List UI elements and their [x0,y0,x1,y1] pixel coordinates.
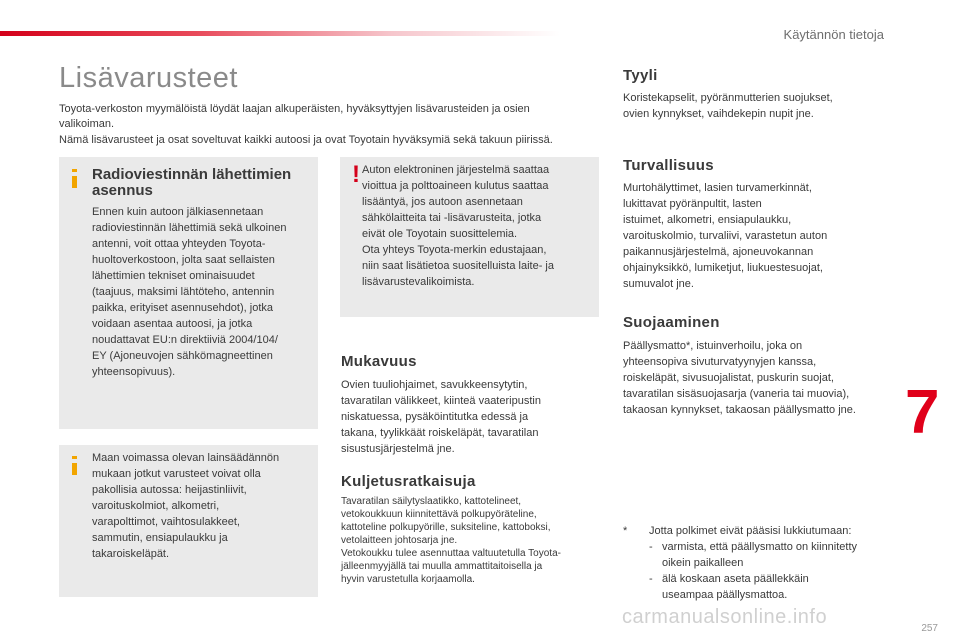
comfort-line: tavaratilan välikkeet, kiinteä vaateripustin [341,395,541,407]
style-line: Koristekapselit, pyöränmutterien suojukset, [623,92,833,104]
law-box-line: pakollisia autossa: heijastinliivit, [92,484,247,496]
radio-box-line: EY (Ajoneuvojen sähkömagneettinen [92,350,273,362]
transport-line: kattoteline polkupyörille, suksiteline, kattoboksi, [341,522,551,533]
transport-body [341,495,603,586]
transport-heading: Kuljetusratkaisuja [341,473,476,490]
radio-box-line: Ennen kuin autoon jälkiasennetaan [92,206,264,218]
radio-box-line: huoltoverkostoon, jolta saat sellaisten [92,254,275,266]
intro-line-2: valikoiman. [59,118,115,130]
info-icon [72,456,77,472]
transport-line: Vetokoukku tulee asennuttaa valtuutetulla Toyota- [341,548,561,559]
transport-line: vetokoukkuun kiinnitettävä polkupyöräteline, [341,509,537,520]
safety-line: istuimet, alkometri, ensiapulaukku, [623,214,792,226]
protection-line: Päällysmatto*, istuinverhoilu, joka on [623,340,803,352]
safety-line: sumuvalot jne. [623,278,694,290]
protection-line: roiskeläpät, sivusuojalistat, puskurin suojat, [623,372,834,384]
warning-exclamation-icon: ! [352,161,360,188]
safety-line: Murtohälyttimet, lasien turvamerkinnät, [623,182,812,194]
footnote-intro: Jotta polkimet eivät pääsisi lukkiutumaan: [649,525,852,537]
safety-body [623,180,888,292]
radio-box-line: radioviestinnän lähettimiä sekä ulkoinen [92,222,287,234]
radio-transmitter-box [59,157,318,429]
page-title: Lisävarusteet [59,62,238,94]
law-box-line: varoituskolmiot, alkometri, [92,500,220,512]
protection-line: takaosan kynnykset, takaosan päällysmatto jne. [623,404,856,416]
transport-line: hyvin varustetulla korjaamolla. [341,574,475,585]
transport-line: vetolaitteen johtosarja jne. [341,535,458,546]
warning-box-line: Auton elektroninen järjestelmä saattaa [362,164,550,176]
safety-heading: Turvallisuus [623,157,714,174]
protection-line: yhteensopiva sivuturvatyynyjen kanssa, [623,356,817,368]
radio-box-line: lähettimien tekniset ominaisuudet [92,270,255,282]
warning-box-line: lisävarustevalikoimista. [362,276,475,288]
footnote-star: * [623,525,628,537]
protection-line: tavaratilan sisäsuojasarja (vaneria tai muovia), [623,388,850,400]
law-box-line: Maan voimassa olevan lainsäädännön [92,452,280,464]
comfort-line: sisustusjärjestelmä jne. [341,443,455,455]
watermark: carmanualsonline.info [622,606,828,628]
warning-box-line: vioittua ja polttoaineen kulutus saattaa [362,180,549,192]
warning-box-line: niin saat lisätietoa suositelluista laite- ja [362,260,554,272]
comfort-line: niskatuessa, pysäköintitutka edessä ja [341,411,529,423]
comfort-line: takana, tyylikkäät roiskeläpät, tavaratilan [341,427,539,439]
intro-line-1: Toyota-verkoston myymälöistä löydät laajan alkuperäisten, hyväksyttyjen lisävarusteiden ja osien [59,103,530,115]
law-box-line: varapolttimot, vaihtosulakkeet, [92,516,240,528]
law-box-line: mukaan jotkut varusteet voivat olla [92,468,261,480]
comfort-body [341,377,599,457]
top-accent-bar [0,31,560,36]
safety-line: paikannusjärjestelmä, ajoneuvokannan [623,246,814,258]
legal-equipment-box [59,445,318,597]
transport-line: jälleenmyyjällä tai muulla ammattitaitoisella ja [341,561,543,572]
warning-box-body [362,162,596,290]
comfort-heading: Mukavuus [341,353,417,370]
safety-line: ohjainyksikkö, lumiketjut, liukuestesuojat, [623,262,823,274]
warning-box-line: Ota yhteys Toyota-merkin edustajaan, [362,244,547,256]
radio-box-line: yhteensopivuus). [92,366,176,378]
warning-box-line: lisääntyä, jos autoon asennetaan [362,196,523,208]
comfort-line: Ovien tuuliohjaimet, savukkeensytytin, [341,379,528,391]
radio-box-line: paikka, erityiset asennusehdot), jotka [92,302,273,314]
footnote-dash: - [649,541,653,553]
radio-box-body [92,204,314,380]
style-line: ovien kynnykset, vaihdekepin nupit jne. [623,108,814,120]
page-number: 257 [921,623,938,634]
footnote-item-2-line-1: älä koskaan aseta päällekkäin [662,573,809,585]
style-heading: Tyyli [623,67,658,84]
law-box-body [92,450,314,562]
footnote-item-2-line-2: useampaa päällysmattoa. [662,589,788,601]
safety-line: lukittavat pyöränpultit, lasten [623,198,762,210]
warning-box-line: eivät ole Toyotain suosittelemia. [362,228,518,240]
chapter-number: 7 [905,378,940,447]
info-icon [72,169,77,185]
law-box-line: takaroiskeläpät. [92,548,170,560]
radio-box-line: (taajuus, maksimi lähtöteho, antennin [92,286,275,298]
radio-box-line: noudattavat EU:n direktiiviä 2004/104/ [92,334,278,346]
protection-heading: Suojaaminen [623,314,720,331]
radio-box-title-line-2: asennus [92,182,153,199]
safety-line: varoituskolmio, turvaliivi, varastetun auton [623,230,828,242]
footnote-item-1-line-1: varmista, että päällysmatto on kiinnitetty [662,541,858,553]
intro-line-3: Nämä lisävarusteet ja osat soveltuvat kaikki autoosi ja ovat Toyotain hyväksymiä sekä takuun piirissä. [59,134,553,146]
radio-box-line: antenni, voit ottaa yhteyden Toyota- [92,238,266,250]
warning-box-line: sähkölaitteita tai -lisävarusteita, jotka [362,212,542,224]
warning-box [340,157,599,317]
footnote-dash: - [649,573,653,585]
style-body [623,90,888,122]
law-box-line: sammutin, ensiapulaukku ja [92,532,228,544]
radio-box-title-line-1: Radioviestinnän lähettimien [92,166,292,183]
protection-body [623,338,893,418]
section-header: Käytännön tietoja [783,27,884,42]
transport-line: Tavaratilan säilytyslaatikko, kattotelineet, [341,496,522,507]
radio-box-line: voidaan asentaa autoosi, ja jotka [92,318,253,330]
footnote-item-1-line-2: oikein paikalleen [662,557,744,569]
